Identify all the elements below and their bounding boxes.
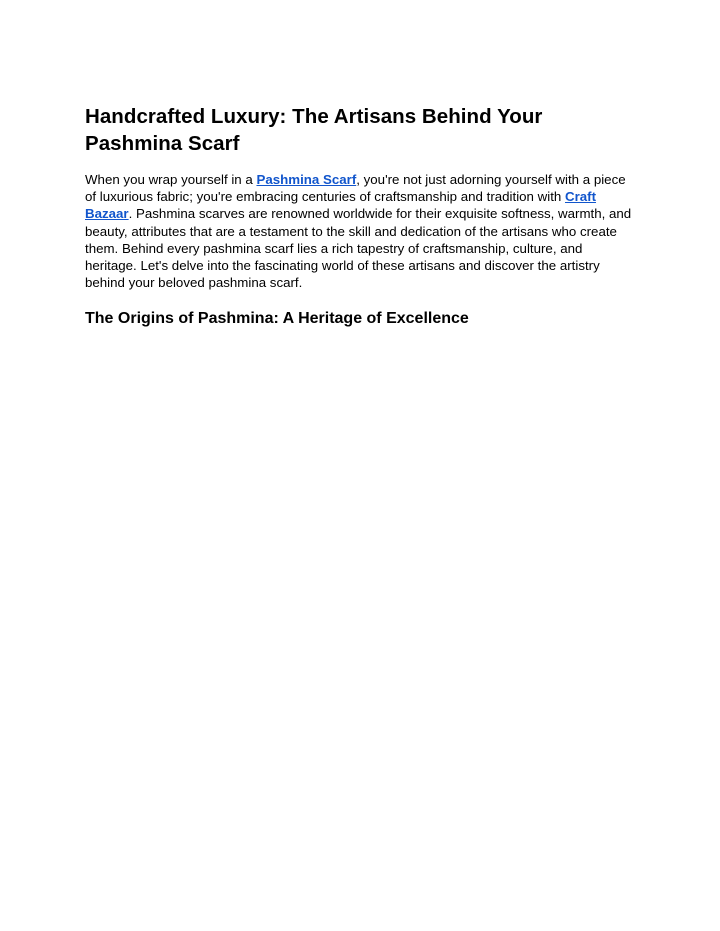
pashmina-scarf-link[interactable]: Pashmina Scarf [256,172,357,187]
intro-text-part3: . Pashmina scarves are renowned worldwide for their exquisite softness, warmth, and beauty, attributes that are a testament to the skill and dedication of the artisans who create them. Behind every pashmina scarf lies a rich tapestry of craftsmanship, culture, and heritage. Let's delve into the fascinating world of these artisans and discover the artistry behind your beloved pashmina scarf. [85,206,632,291]
intro-paragraph [85,171,637,291]
intro-text-part1: When you wrap yourself in a [85,172,257,187]
intro-text-part2: , you're not just adorning yourself with a piece of luxurious fabric; you're embracing centuries of craftsmanship and tradition with [85,172,626,205]
craft-bazaar-link[interactable]: Craft Bazaar [85,189,597,222]
section-heading-origins: The Origins of Pashmina: A Heritage of Excellence [85,310,469,328]
article-title: Handcrafted Luxury: The Artisans Behind Your Pashmina Scarf [85,105,543,155]
